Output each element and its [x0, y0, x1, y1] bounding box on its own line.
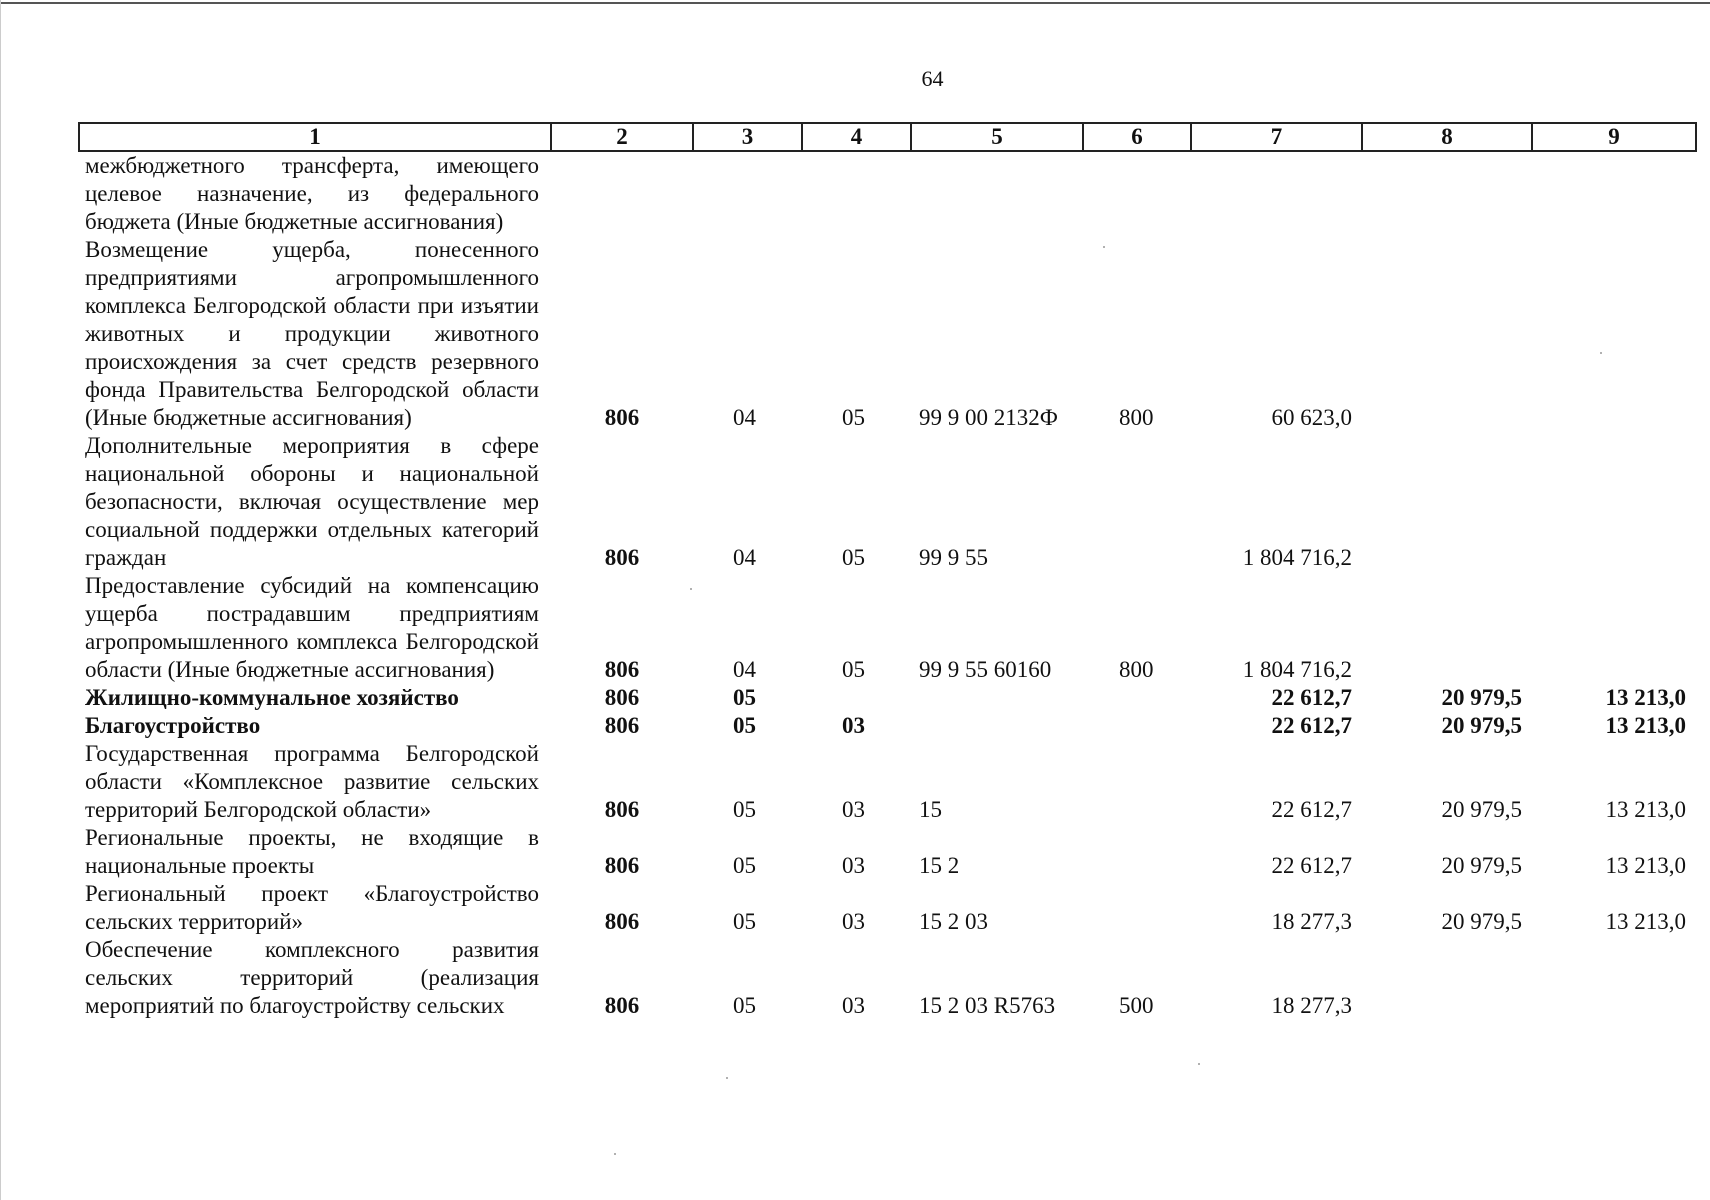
- table-row: [79, 712, 1696, 740]
- row-expense-type: [1083, 712, 1191, 740]
- row-section-code: 05: [733, 713, 756, 738]
- row-target-article: 15: [919, 797, 942, 822]
- scan-top-edge: [0, 2, 1710, 4]
- row-amount-col7: 22 612,7: [1271, 685, 1352, 710]
- row-target-article: 15 2: [919, 853, 960, 878]
- row-section-code: 04: [733, 657, 756, 682]
- row-amount-col9: 13 213,0: [1605, 853, 1686, 878]
- row-amount-col8: 20 979,5: [1441, 713, 1522, 738]
- row-target-article: 99 9 55: [919, 545, 988, 570]
- row-expense-type: 800: [1119, 657, 1154, 682]
- scan-speck: [614, 1153, 616, 1155]
- row-subsection-code: 03: [842, 797, 865, 822]
- row-section-code: 05: [733, 797, 756, 822]
- row-section-code: 05: [733, 853, 756, 878]
- row-grbs-code: 806: [604, 993, 640, 1018]
- page-number: 64: [921, 66, 944, 91]
- row-name: межбюджетного трансферта, имеющего целевое назначение, из федерального бюджета (Иные бюджетные ассигнования): [85, 153, 539, 234]
- row-name: Региональные проекты, не входящие в национальные проекты: [85, 825, 539, 878]
- row-subsection-code: 05: [842, 545, 865, 570]
- row-target-article: 15 2 03: [919, 909, 988, 934]
- row-grbs-code: 806: [604, 685, 640, 710]
- row-subsection-code: [802, 151, 911, 236]
- column-header-1: 1: [79, 123, 551, 151]
- row-amount-col9: [1532, 236, 1696, 432]
- row-subsection-code: 03: [842, 993, 865, 1018]
- row-section-code: 04: [733, 545, 756, 570]
- row-target-article: 99 9 00 2132Ф: [919, 405, 1058, 430]
- row-section-code: 05: [733, 993, 756, 1018]
- row-name: Обеспечение комплексного развития сельских территорий (реализация мероприятий по благоустройству сельских: [85, 937, 539, 1018]
- row-amount-col8: 20 979,5: [1441, 685, 1522, 710]
- row-target-article: 99 9 55 60160: [919, 657, 1052, 682]
- row-amount-col9: [1532, 936, 1696, 1020]
- row-target-article: [911, 712, 1083, 740]
- row-amount-col7: 1 804 716,2: [1242, 545, 1352, 570]
- row-amount-col8: [1362, 151, 1532, 236]
- table-row: [79, 936, 1696, 1020]
- row-amount-col7: 18 277,3: [1271, 909, 1352, 934]
- column-header-8: 8: [1362, 123, 1532, 151]
- row-amount-col9: 13 213,0: [1605, 797, 1686, 822]
- column-header-2: 2: [551, 123, 693, 151]
- table-row: [79, 684, 1696, 712]
- scan-speck: [1103, 246, 1105, 248]
- row-section-code: 05: [733, 909, 756, 934]
- row-subsection-code: 03: [842, 853, 865, 878]
- row-expense-type: [1083, 432, 1191, 572]
- table-row: [79, 236, 1696, 432]
- table-body: [79, 151, 1696, 1020]
- row-amount-col9: 13 213,0: [1605, 909, 1686, 934]
- table-row: [79, 151, 1696, 236]
- row-expense-type: [1083, 824, 1191, 880]
- row-name: Возмещение ущерба, понесенного предприятиями агропромышленного комплекса Белгородской области при изъятии животных и продукции животного происхождения за счет средств резервного фонда Правительства Белгородской области (Иные бюджетные ассигнования): [85, 237, 539, 430]
- row-amount-col7: 18 277,3: [1271, 993, 1352, 1018]
- row-subsection-code: 05: [842, 405, 865, 430]
- column-header-4: 4: [802, 123, 911, 151]
- row-amount-col7: 22 612,7: [1271, 797, 1352, 822]
- row-target-article: 15 2 03 R5763: [919, 993, 1056, 1018]
- row-subsection-code: 03: [842, 909, 865, 934]
- row-grbs-code: 806: [604, 545, 640, 570]
- row-amount-col7: 22 612,7: [1271, 713, 1352, 738]
- table-row: [79, 572, 1696, 684]
- row-amount-col9: 13 213,0: [1605, 713, 1686, 738]
- scan-speck: [1600, 352, 1602, 354]
- scan-speck: [1198, 1063, 1200, 1065]
- row-amount-col9: [1532, 572, 1696, 684]
- row-amount-col8: [1362, 936, 1532, 1020]
- column-header-9: 9: [1532, 123, 1696, 151]
- row-amount-col7: 1 804 716,2: [1242, 657, 1352, 682]
- row-grbs-code: 806: [604, 657, 640, 682]
- scan-speck: [690, 588, 692, 590]
- row-name: Жилищно-коммунальное хозяйство: [85, 685, 459, 710]
- row-expense-type: 800: [1119, 405, 1154, 430]
- row-target-article: [911, 684, 1083, 712]
- row-amount-col8: 20 979,5: [1441, 797, 1522, 822]
- row-amount-col7: 60 623,0: [1271, 405, 1352, 430]
- row-section-code: 04: [733, 405, 756, 430]
- row-grbs-code: 806: [604, 853, 640, 878]
- row-grbs-code: 806: [604, 405, 640, 430]
- row-subsection-code: [802, 684, 911, 712]
- row-subsection-code: 05: [842, 657, 865, 682]
- row-amount-col8: 20 979,5: [1441, 853, 1522, 878]
- row-amount-col8: [1362, 236, 1532, 432]
- row-section-code: 05: [733, 685, 756, 710]
- row-expense-type: [1083, 740, 1191, 824]
- row-amount-col8: [1362, 572, 1532, 684]
- table-row: [79, 824, 1696, 880]
- row-amount-col9: [1532, 151, 1696, 236]
- row-grbs-code: 806: [604, 713, 640, 738]
- row-name: Государственная программа Белгородской области «Комплексное развитие сельских территорий Белгородской области»: [85, 741, 539, 822]
- row-expense-type: [1083, 151, 1191, 236]
- row-amount-col8: [1362, 432, 1532, 572]
- header-row: [79, 123, 1696, 151]
- column-header-5: 5: [911, 123, 1083, 151]
- table-row: [79, 432, 1696, 572]
- table-row: [79, 740, 1696, 824]
- row-name: Предоставление субсидий на компенсацию ущерба пострадавшим предприятиям агропромышленного комплекса Белгородской области (Иные бюджетные ассигнования): [85, 573, 539, 682]
- row-name: Дополнительные мероприятия в сфере национальной обороны и национальной безопасности, включая осуществление мер социальной поддержки отдельных категорий граждан: [85, 433, 539, 570]
- column-header-6: 6: [1083, 123, 1191, 151]
- row-grbs-code: 806: [604, 909, 640, 934]
- row-expense-type: [1083, 684, 1191, 712]
- scan-speck: [726, 1077, 728, 1079]
- row-section-code: [693, 151, 802, 236]
- table-row: [79, 880, 1696, 936]
- scan-left-edge: [0, 0, 1, 1200]
- budget-table: [78, 122, 1697, 1020]
- row-name: Региональный проект «Благоустройство сельских территорий»: [85, 881, 539, 934]
- column-header-7: 7: [1191, 123, 1362, 151]
- column-header-3: 3: [693, 123, 802, 151]
- row-target-article: [911, 151, 1083, 236]
- row-amount-col8: 20 979,5: [1441, 909, 1522, 934]
- row-grbs-code: [551, 151, 693, 236]
- row-amount-col9: [1532, 432, 1696, 572]
- row-amount-col7: [1191, 151, 1362, 236]
- row-name: Благоустройство: [85, 713, 261, 738]
- row-amount-col9: 13 213,0: [1605, 685, 1686, 710]
- row-expense-type: 500: [1119, 993, 1154, 1018]
- row-expense-type: [1083, 880, 1191, 936]
- row-grbs-code: 806: [604, 797, 640, 822]
- row-subsection-code: 03: [842, 713, 865, 738]
- row-amount-col7: 22 612,7: [1271, 853, 1352, 878]
